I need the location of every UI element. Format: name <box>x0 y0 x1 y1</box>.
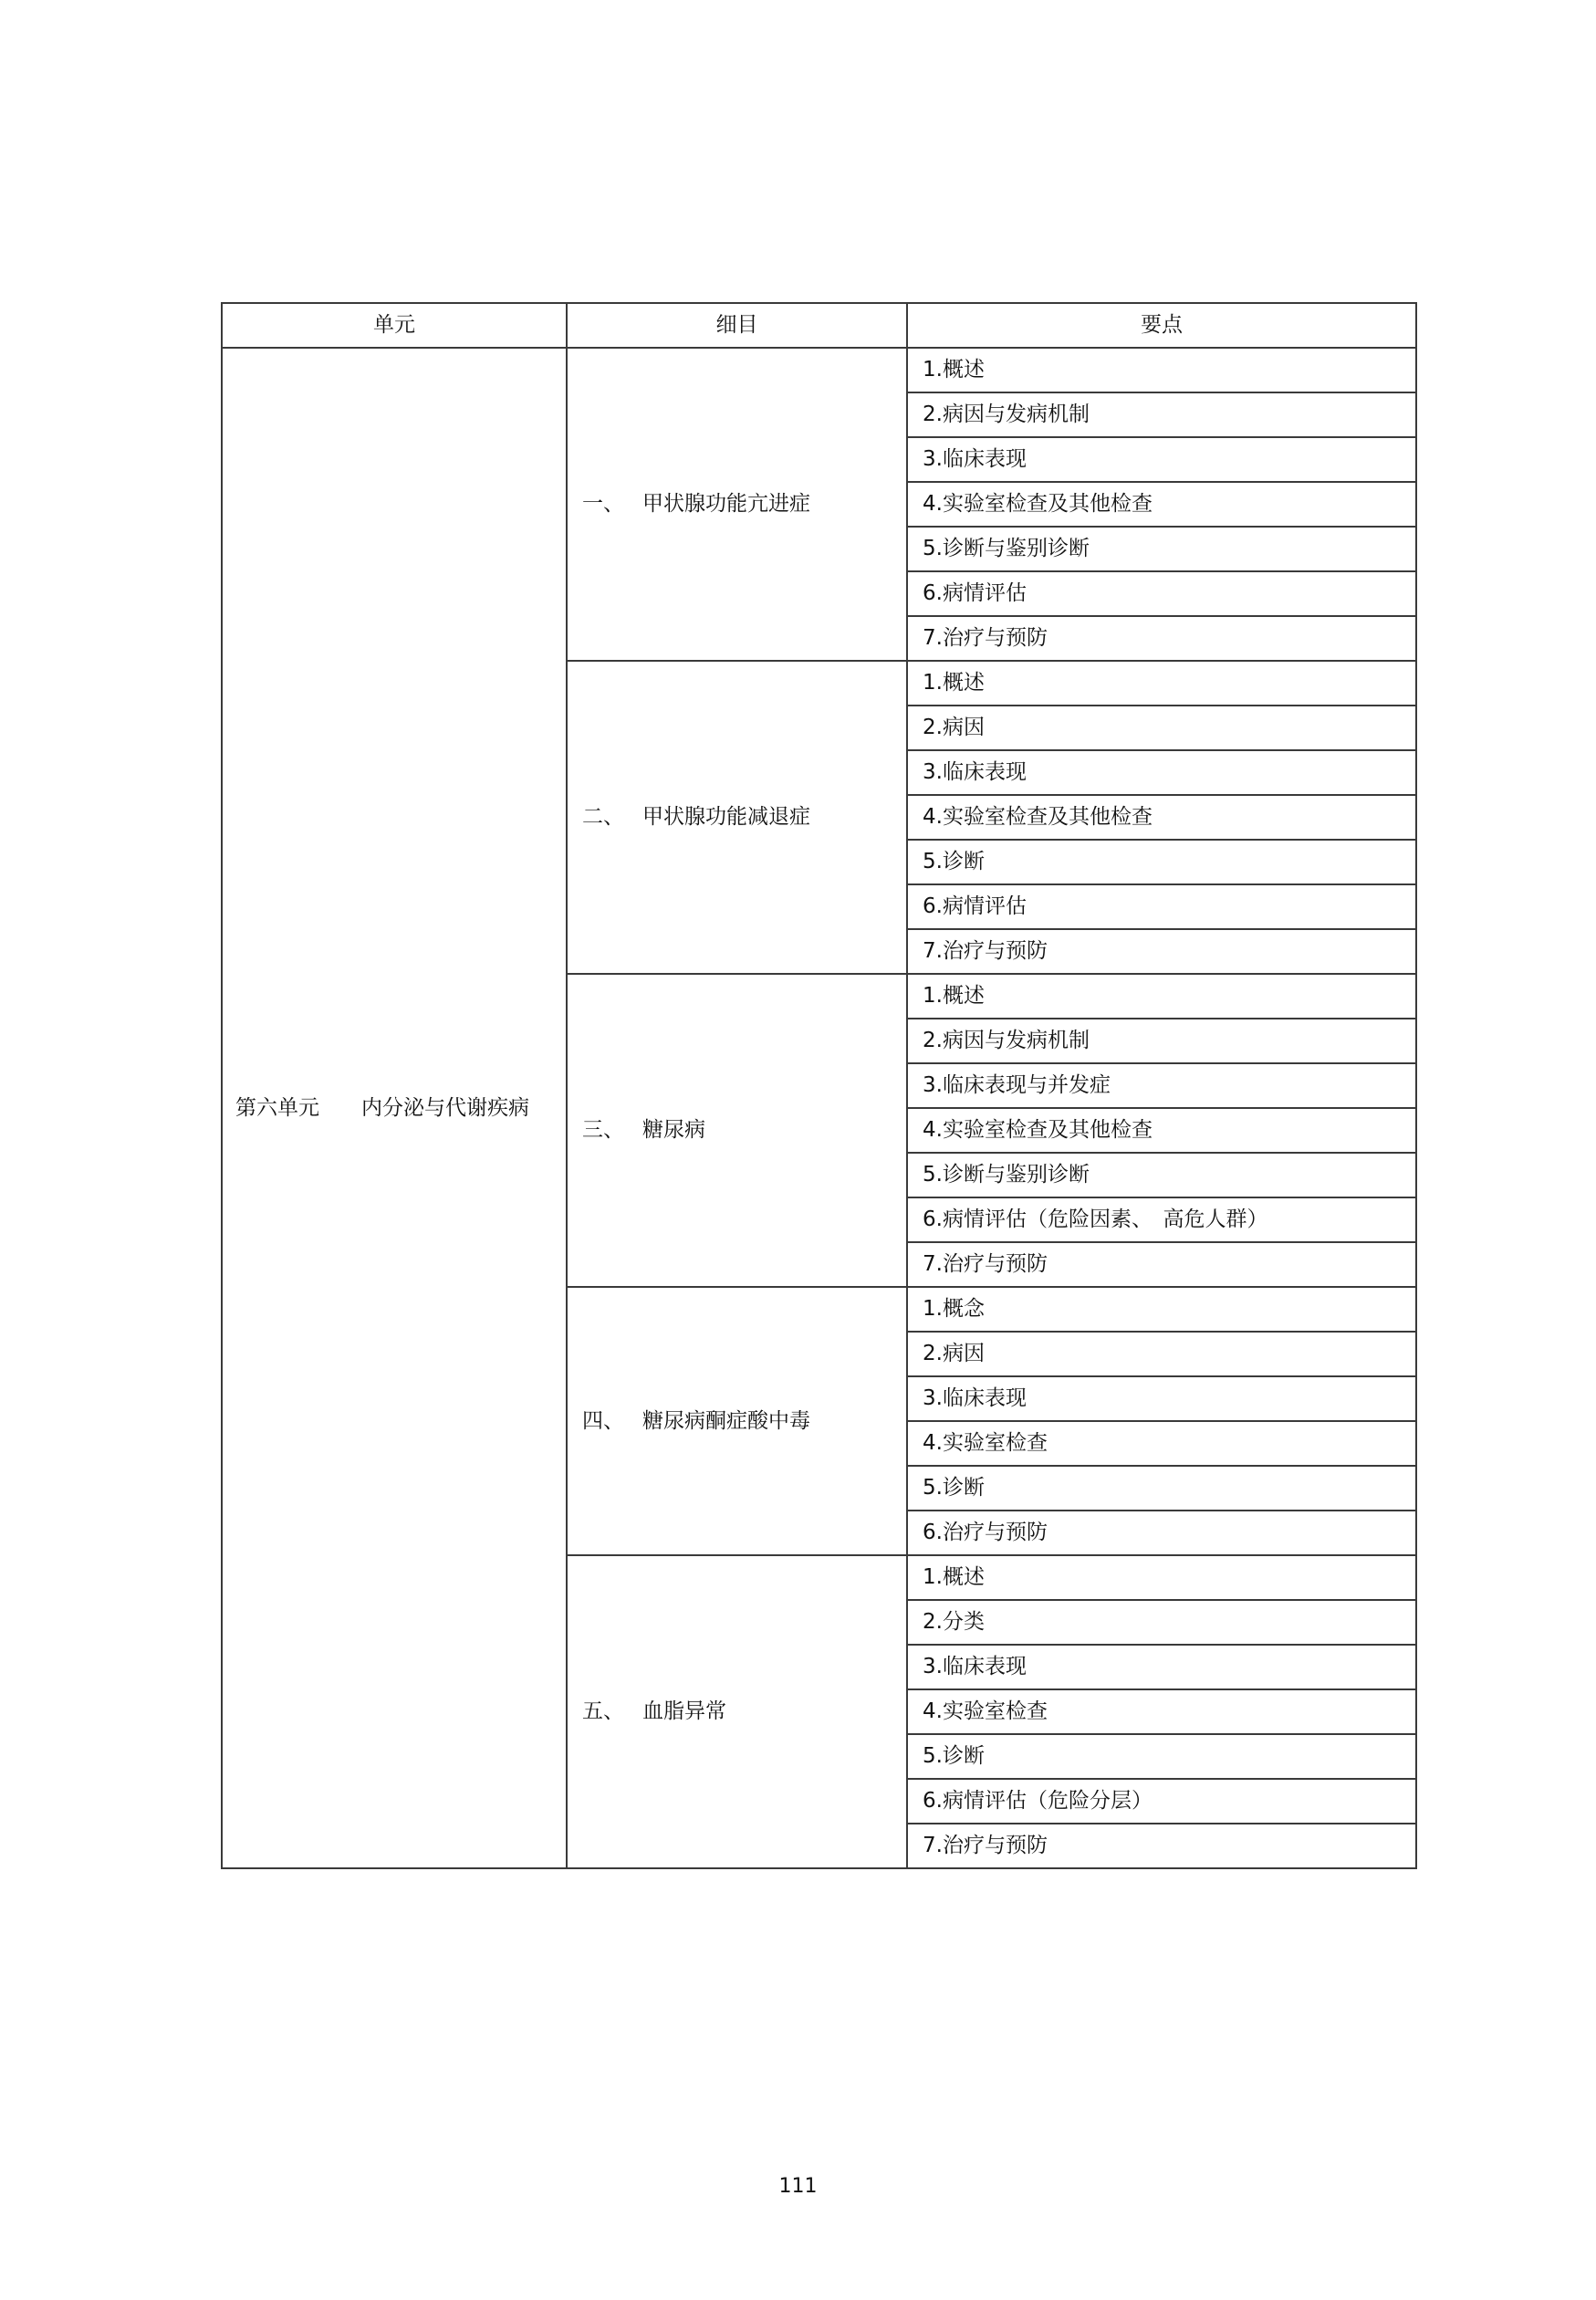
point-cell: 3.临床表现 <box>907 1376 1416 1421</box>
item-title: 血脂异常 <box>642 1699 726 1723</box>
point-cell: 1.概念 <box>907 1287 1416 1332</box>
syllabus-table <box>221 302 1417 1869</box>
point-cell: 1.概述 <box>907 974 1416 1019</box>
header-points: 要点 <box>907 303 1416 348</box>
header-unit: 单元 <box>222 303 567 348</box>
point-cell: 3.临床表现 <box>907 750 1416 795</box>
point-cell: 4.实验室检查及其他检查 <box>907 1108 1416 1153</box>
point-cell: 5.诊断 <box>907 840 1416 884</box>
item-title: 甲状腺功能减退症 <box>642 805 810 829</box>
point-cell: 7.治疗与预防 <box>907 1242 1416 1287</box>
point-cell: 1.概述 <box>907 661 1416 706</box>
table-body <box>222 348 1416 1868</box>
item-cell <box>567 661 907 974</box>
item-cell <box>567 1287 907 1555</box>
point-cell: 3.临床表现 <box>907 437 1416 482</box>
item-number: 三、 <box>582 1118 624 1142</box>
point-cell: 6.病情评估（危险因素、 高危人群） <box>907 1197 1416 1242</box>
point-cell: 7.治疗与预防 <box>907 929 1416 974</box>
item-number: 一、 <box>582 492 624 516</box>
point-cell: 5.诊断与鉴别诊断 <box>907 1153 1416 1197</box>
item-number: 二、 <box>582 805 624 829</box>
point-cell: 3.临床表现 <box>907 1645 1416 1689</box>
point-cell: 4.实验室检查 <box>907 1421 1416 1466</box>
header-item: 细目 <box>567 303 907 348</box>
item-title: 甲状腺功能亢进症 <box>642 492 810 516</box>
item-title: 糖尿病 <box>642 1118 705 1142</box>
point-cell: 7.治疗与预防 <box>907 1824 1416 1868</box>
table-row <box>222 348 1416 392</box>
point-cell: 4.实验室检查及其他检查 <box>907 482 1416 527</box>
point-cell: 2.病因与发病机制 <box>907 392 1416 437</box>
item-number: 五、 <box>582 1699 624 1723</box>
unit-cell: 第六单元 内分泌与代谢疾病 <box>222 348 567 1868</box>
point-cell: 6.病情评估 <box>907 884 1416 929</box>
point-cell: 4.实验室检查 <box>907 1689 1416 1734</box>
point-cell: 6.病情评估（危险分层） <box>907 1779 1416 1824</box>
point-cell: 2.分类 <box>907 1600 1416 1645</box>
point-cell: 5.诊断 <box>907 1734 1416 1779</box>
item-cell <box>567 348 907 661</box>
point-cell: 1.概述 <box>907 348 1416 392</box>
point-cell: 6.病情评估 <box>907 571 1416 616</box>
point-cell: 2.病因 <box>907 1332 1416 1376</box>
page-number: 111 <box>778 2175 818 2198</box>
table-header-row <box>222 303 1416 348</box>
point-cell: 2.病因与发病机制 <box>907 1019 1416 1063</box>
point-cell: 1.概述 <box>907 1555 1416 1600</box>
item-number: 四、 <box>582 1408 624 1433</box>
point-cell: 7.治疗与预防 <box>907 616 1416 661</box>
point-cell: 5.诊断与鉴别诊断 <box>907 527 1416 571</box>
item-cell <box>567 1555 907 1868</box>
point-cell: 4.实验室检查及其他检查 <box>907 795 1416 840</box>
item-title: 糖尿病酮症酸中毒 <box>642 1408 810 1433</box>
point-cell: 3.临床表现与并发症 <box>907 1063 1416 1108</box>
item-cell <box>567 974 907 1287</box>
point-cell: 5.诊断 <box>907 1466 1416 1511</box>
point-cell: 2.病因 <box>907 706 1416 750</box>
point-cell: 6.治疗与预防 <box>907 1511 1416 1555</box>
